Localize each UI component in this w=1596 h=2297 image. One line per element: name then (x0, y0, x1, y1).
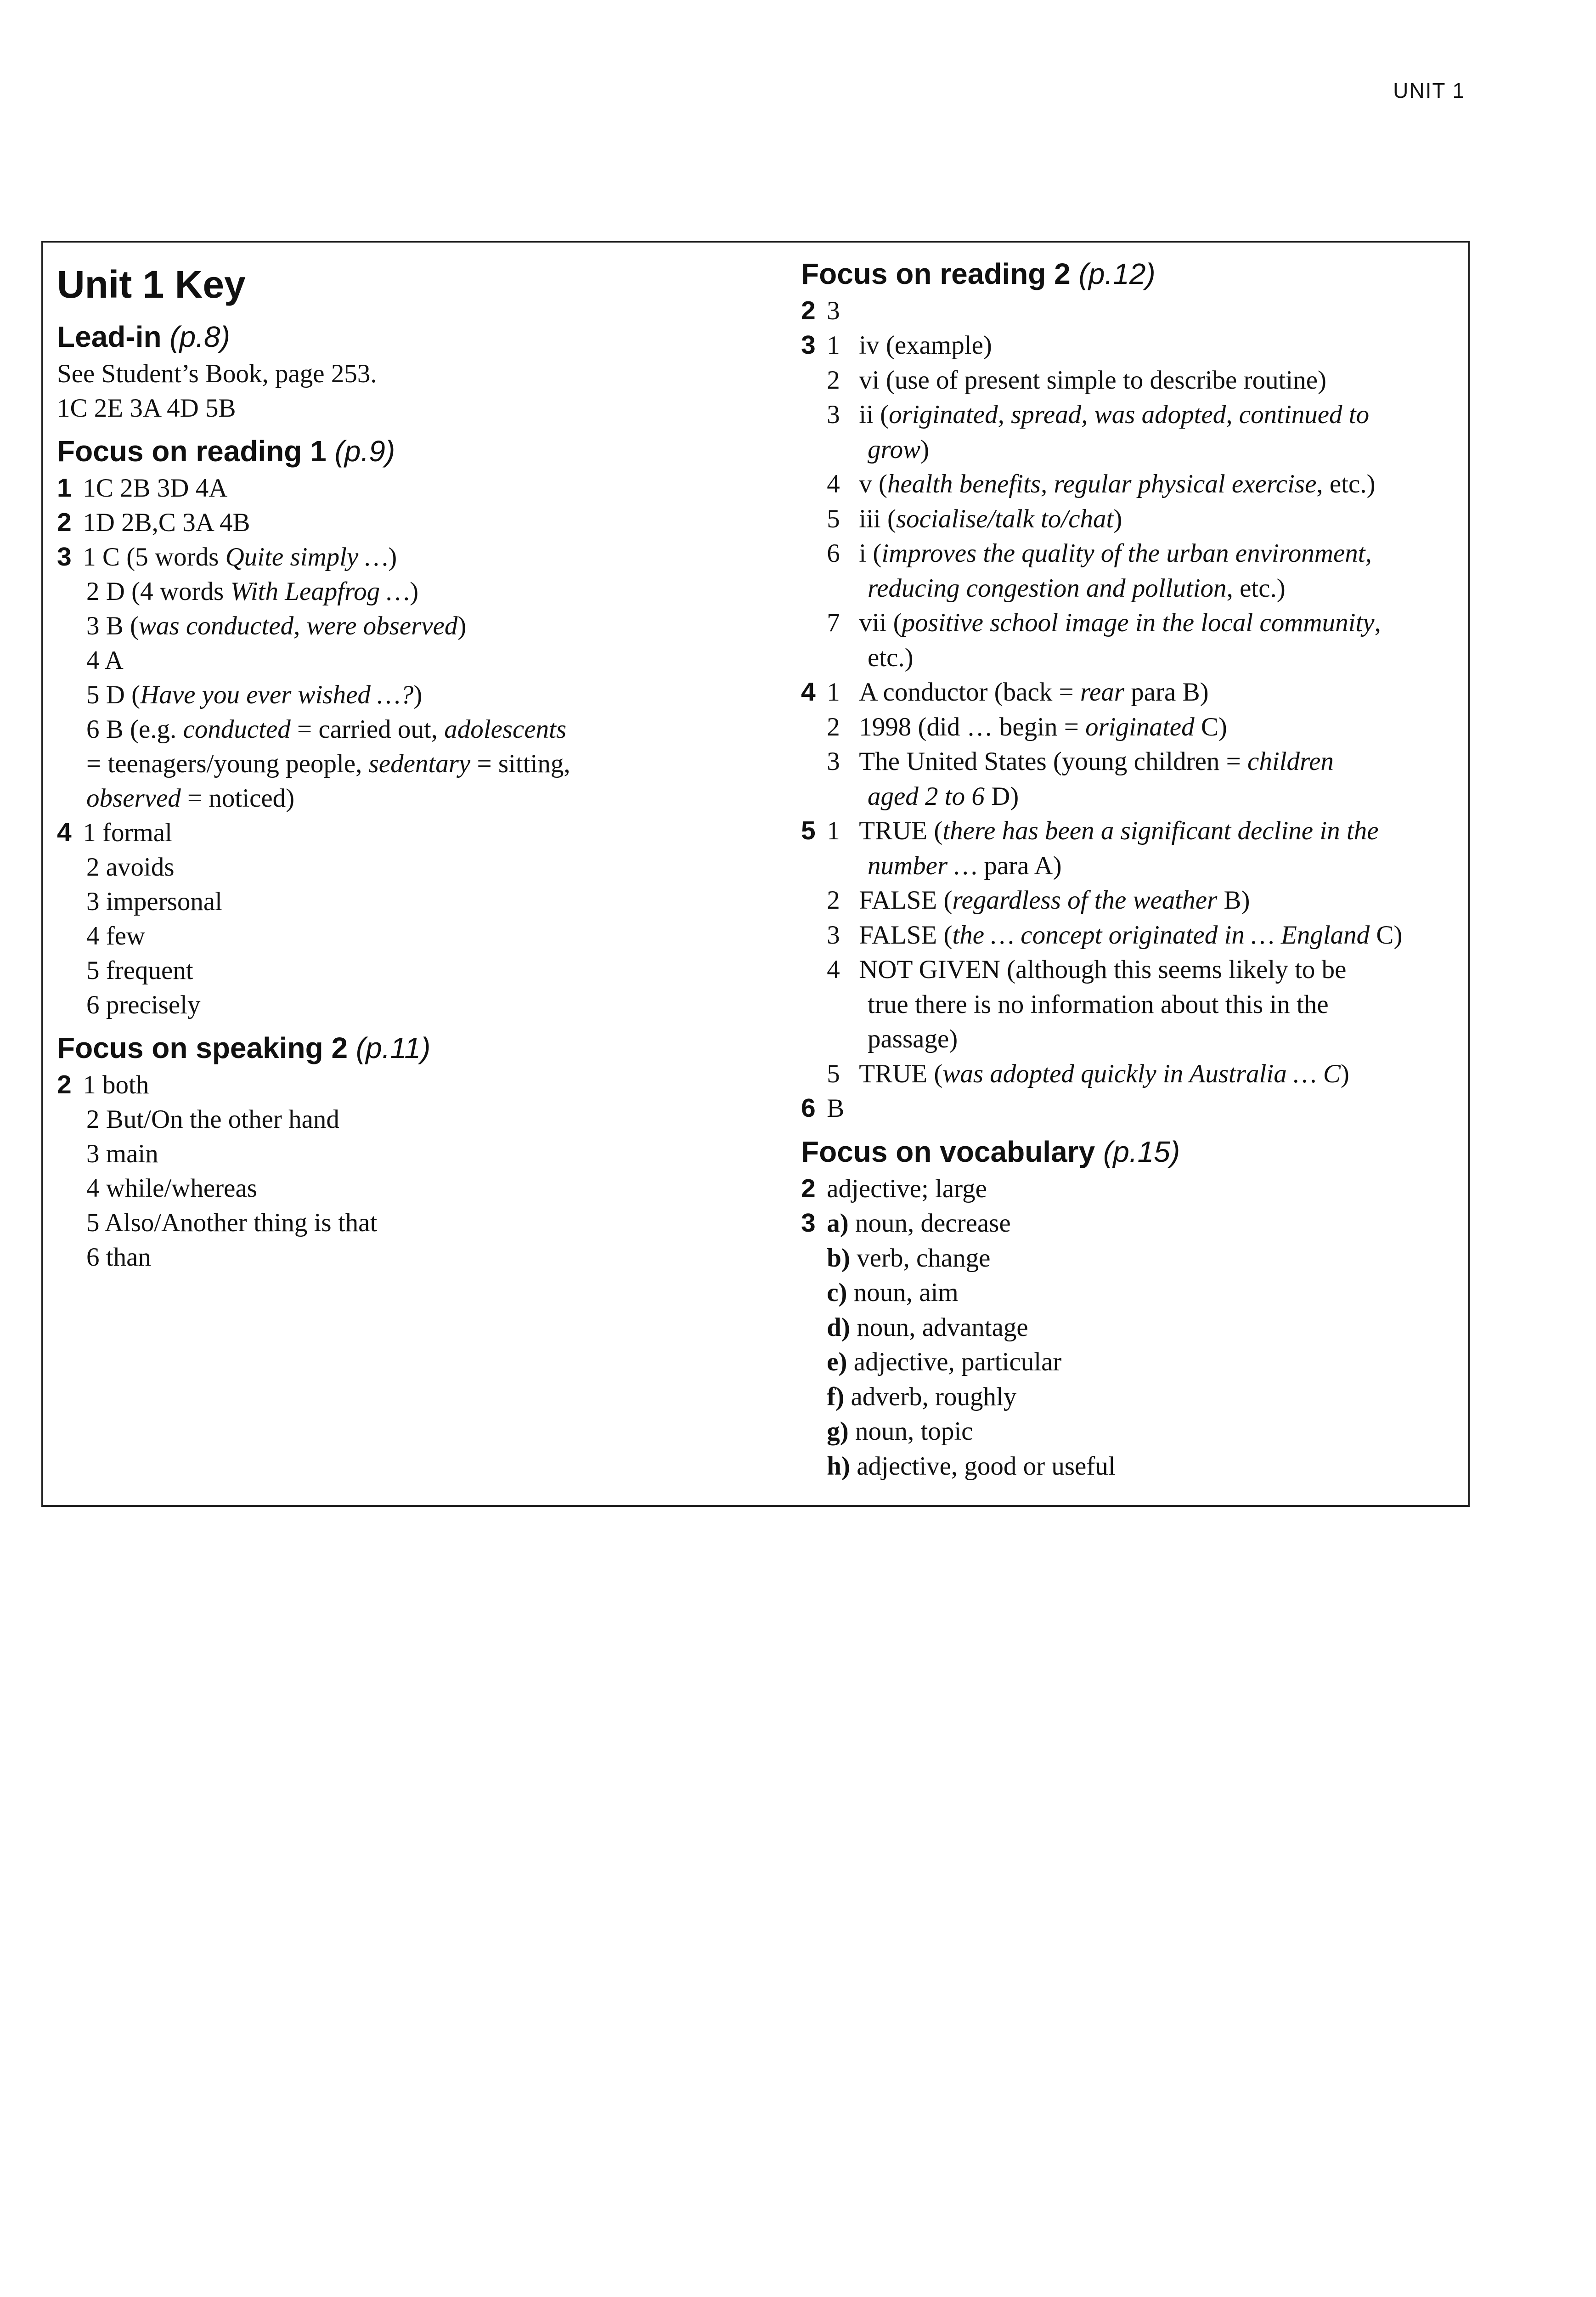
answer-text: noun, decrease (855, 1209, 1011, 1238)
answer-text: The United States (young children = (859, 747, 1248, 776)
answer-line (801, 744, 1462, 779)
answer-text: ) (1340, 1059, 1349, 1088)
item-number: 2 (827, 886, 840, 915)
answer-text: vi (use of present simple to describe routine) (859, 365, 1327, 395)
item-letter: a) (827, 1209, 849, 1238)
question-number: 2 (57, 1069, 72, 1099)
answer-line (801, 952, 1462, 987)
answer-text: = sitting, (470, 749, 570, 778)
answer-line (801, 779, 1462, 814)
answer-line: etc.) (868, 643, 914, 672)
answer-line (801, 571, 1462, 606)
section-heading-lead-in (57, 319, 755, 355)
answer-text: 3 B ( (86, 611, 139, 640)
answer-text: C) (1194, 712, 1227, 741)
answer-line (57, 574, 755, 609)
answer-line: 1C 2E 3A 4D 5B (57, 394, 236, 423)
answer-text: iii ( (859, 504, 896, 533)
answer-line (57, 1068, 755, 1102)
item-letter: f) (827, 1382, 845, 1411)
answer-text: vii ( (859, 608, 902, 638)
answer-text: ) (388, 542, 397, 571)
answer-line: 5 Also/Another thing is that (86, 1208, 378, 1237)
answer-text: B) (1217, 886, 1250, 915)
answer-line (801, 294, 1462, 328)
item-number: 7 (827, 608, 840, 638)
answer-line (801, 502, 1462, 537)
quote-text: socialise/talk to/chat (896, 504, 1114, 533)
unit-title: Unit 1 Key (57, 263, 246, 306)
answer-text: = noticed) (180, 783, 295, 813)
quote-text: adolescents (444, 714, 567, 744)
page-ref: (p.15) (1103, 1135, 1180, 1168)
answer-line (801, 536, 1462, 571)
answer-line (801, 1449, 1462, 1484)
quote-text: there has been a significant decline in the (942, 816, 1379, 846)
answer-line (801, 1091, 1462, 1126)
answer-line (801, 1345, 1462, 1380)
left-column (57, 243, 755, 1274)
answer-text: TRUE ( (859, 1059, 943, 1088)
answer-text: 1 both (83, 1070, 149, 1099)
answer-text: noun, aim (853, 1278, 959, 1307)
answer-text: 2 D (4 words (86, 577, 231, 606)
answer-text: , etc.) (1316, 470, 1376, 499)
answer-line: 4 while/whereas (86, 1173, 257, 1203)
answer-line (801, 1275, 1462, 1310)
answer-line: See Student’s Book, page 253. (57, 359, 377, 389)
answer-line: 2 avoids (86, 852, 175, 882)
answer-text: 1998 (did … begin = (859, 712, 1086, 741)
answer-line (801, 918, 1462, 953)
answer-line: 2 But/On the other hand (86, 1104, 339, 1134)
item-number: 4 (827, 470, 840, 499)
answer-text: B (827, 1094, 845, 1123)
answer-line (801, 849, 1462, 883)
running-head: UNIT 1 (1393, 79, 1465, 102)
answer-text: NOT GIVEN (although this seems likely to be (859, 955, 1347, 984)
answer-text: 1 formal (83, 818, 172, 847)
answer-text: D) (984, 781, 1019, 811)
item-number: 5 (827, 504, 840, 533)
answer-text: 1D 2B,C 3A 4B (83, 508, 250, 537)
answer-text: 3 (827, 296, 840, 325)
question-number: 3 (57, 542, 72, 571)
answer-line (57, 747, 755, 781)
answer-line (57, 712, 755, 747)
question-number: 6 (801, 1093, 816, 1123)
answer-line (801, 397, 1462, 432)
quote-text: conducted (183, 714, 291, 744)
right-column (801, 256, 1462, 1483)
answer-line: 3 main (86, 1139, 158, 1168)
item-letter: h) (827, 1451, 850, 1481)
answer-text: ) (1113, 504, 1122, 533)
answer-line (801, 605, 1462, 640)
answer-text: A conductor (back = (859, 678, 1080, 707)
answer-line (801, 710, 1462, 745)
answer-text: 1 C (5 words (83, 542, 226, 571)
quote-text: regardless of the weather (952, 886, 1218, 915)
answer-line: 6 precisely (86, 990, 201, 1019)
answer-text: ) (457, 611, 467, 640)
answer-line: 4 few (86, 921, 146, 950)
answer-line (57, 815, 755, 850)
item-number: 5 (827, 1059, 840, 1088)
item-letter: d) (827, 1313, 850, 1342)
answer-line: 6 than (86, 1242, 151, 1272)
question-number: 2 (801, 1173, 816, 1203)
page-ref: (p.9) (334, 435, 395, 468)
answer-text: noun, advantage (857, 1313, 1028, 1342)
answer-line (801, 328, 1462, 363)
quote-text: originated (1085, 712, 1195, 741)
quote-text: number … (868, 851, 978, 880)
item-number: 6 (827, 539, 840, 568)
quote-text: aged 2 to 6 (868, 781, 985, 811)
answer-line (57, 678, 755, 712)
answer-line (801, 432, 1462, 467)
answer-text: para A) (977, 851, 1062, 880)
answer-text: FALSE ( (859, 886, 953, 915)
answer-line (801, 1310, 1462, 1345)
answer-text: ii ( (859, 400, 889, 430)
answer-text: ) (413, 680, 423, 709)
answer-text: , etc.) (1226, 573, 1286, 603)
item-letter: g) (827, 1417, 849, 1446)
quote-text: was conducted, were observed (139, 611, 458, 640)
answer-line (57, 471, 755, 505)
answer-line (57, 609, 755, 643)
quote-text: the … concept originated in … England (952, 920, 1370, 950)
heading-text: Lead-in (57, 320, 162, 354)
item-number: 1 (827, 331, 840, 360)
quote-text: sedentary (368, 749, 471, 778)
answer-line: 3 impersonal (86, 887, 223, 916)
answer-line: passage) (868, 1024, 958, 1054)
question-number: 3 (801, 1208, 816, 1238)
heading-text: Focus on vocabulary (801, 1135, 1095, 1168)
quote-text: With Leapfrog … (230, 577, 410, 606)
answer-key-box (41, 241, 1470, 1507)
question-number: 4 (801, 677, 816, 707)
answer-line (801, 1057, 1462, 1092)
answer-text: adjective, particular (853, 1347, 1062, 1377)
answer-line: 4 A (86, 645, 124, 675)
answer-text: 1C 2B 3D 4A (83, 473, 228, 503)
quote-text: health benefits, regular physical exercise (887, 470, 1317, 499)
answer-line (801, 1414, 1462, 1449)
answer-line (801, 814, 1462, 849)
answer-line: 5 frequent (86, 956, 193, 985)
item-number: 3 (827, 747, 840, 776)
item-number: 3 (827, 920, 840, 950)
item-number: 3 (827, 400, 840, 430)
answer-line (801, 1241, 1462, 1276)
page-ref: (p.12) (1078, 257, 1156, 290)
answer-text: para B) (1124, 678, 1209, 707)
answer-line (801, 883, 1462, 918)
question-number: 1 (57, 473, 72, 503)
section-heading-reading-2 (801, 256, 1462, 292)
section-heading-vocabulary (801, 1134, 1462, 1170)
heading-text: Focus on reading 2 (801, 257, 1071, 290)
section-heading-speaking-2 (57, 1030, 755, 1066)
answer-line (801, 1171, 1462, 1206)
item-number: 1 (827, 816, 840, 846)
question-number: 2 (801, 295, 816, 325)
answer-line (57, 781, 755, 815)
heading-text: Focus on speaking 2 (57, 1031, 348, 1064)
answer-text: FALSE ( (859, 920, 953, 950)
answer-text: , (1374, 608, 1381, 638)
answer-line (57, 505, 755, 540)
section-heading-reading-1 (57, 434, 755, 469)
answer-line (801, 467, 1462, 502)
answer-line (801, 1380, 1462, 1414)
quote-text: originated, spread, was adopted, continued to (889, 400, 1370, 430)
answer-line (57, 540, 755, 574)
answer-text: ) (920, 435, 930, 464)
quote-text: was adopted quickly in Australia … C (942, 1059, 1341, 1088)
item-letter: e) (827, 1347, 847, 1377)
answer-line (801, 363, 1462, 398)
answer-line (801, 675, 1462, 710)
answer-text: iv (example) (859, 331, 992, 360)
answer-text: 6 B (e.g. (86, 714, 183, 744)
answer-text: v ( (859, 470, 887, 499)
answer-text: = carried out, (290, 714, 445, 744)
item-letter: b) (827, 1243, 850, 1273)
item-letter: c) (827, 1278, 847, 1307)
answer-text: verb, change (857, 1243, 991, 1273)
heading-text: Focus on reading 1 (57, 435, 327, 468)
answer-text: = teenagers/young people, (86, 749, 369, 778)
question-number: 5 (801, 816, 816, 846)
quote-text: Have you ever wished …? (140, 680, 414, 709)
question-number: 3 (801, 330, 816, 360)
answer-text: 5 D ( (86, 680, 141, 709)
answer-text: adverb, roughly (851, 1382, 1017, 1411)
quote-text: grow (868, 435, 921, 464)
page-ref: (p.8) (169, 320, 230, 354)
answer-text: TRUE ( (859, 816, 943, 846)
question-number: 2 (57, 507, 72, 537)
quote-text: Quite simply … (225, 542, 389, 571)
item-number: 1 (827, 678, 840, 707)
question-number: 4 (57, 817, 72, 847)
quote-text: rear (1080, 678, 1124, 707)
answer-text: adjective, good or useful (857, 1451, 1116, 1481)
quote-text: positive school image in the local community (902, 608, 1375, 638)
item-number: 2 (827, 712, 840, 741)
answer-text: i ( (859, 539, 882, 568)
answer-text: ) (410, 577, 419, 606)
quote-text: reducing congestion and pollution (868, 573, 1227, 603)
quote-text: improves the quality of the urban environment, (881, 539, 1372, 568)
answer-text: C) (1370, 920, 1403, 950)
answer-text: noun, topic (855, 1417, 973, 1446)
answer-line (801, 1206, 1462, 1241)
page-ref: (p.11) (355, 1031, 431, 1064)
item-number: 2 (827, 365, 840, 395)
item-number: 4 (827, 955, 840, 984)
answer-line: true there is no information about this in the (868, 990, 1329, 1019)
quote-text: children (1247, 747, 1334, 776)
answer-text: adjective; large (827, 1174, 987, 1203)
quote-text: observed (86, 783, 181, 813)
